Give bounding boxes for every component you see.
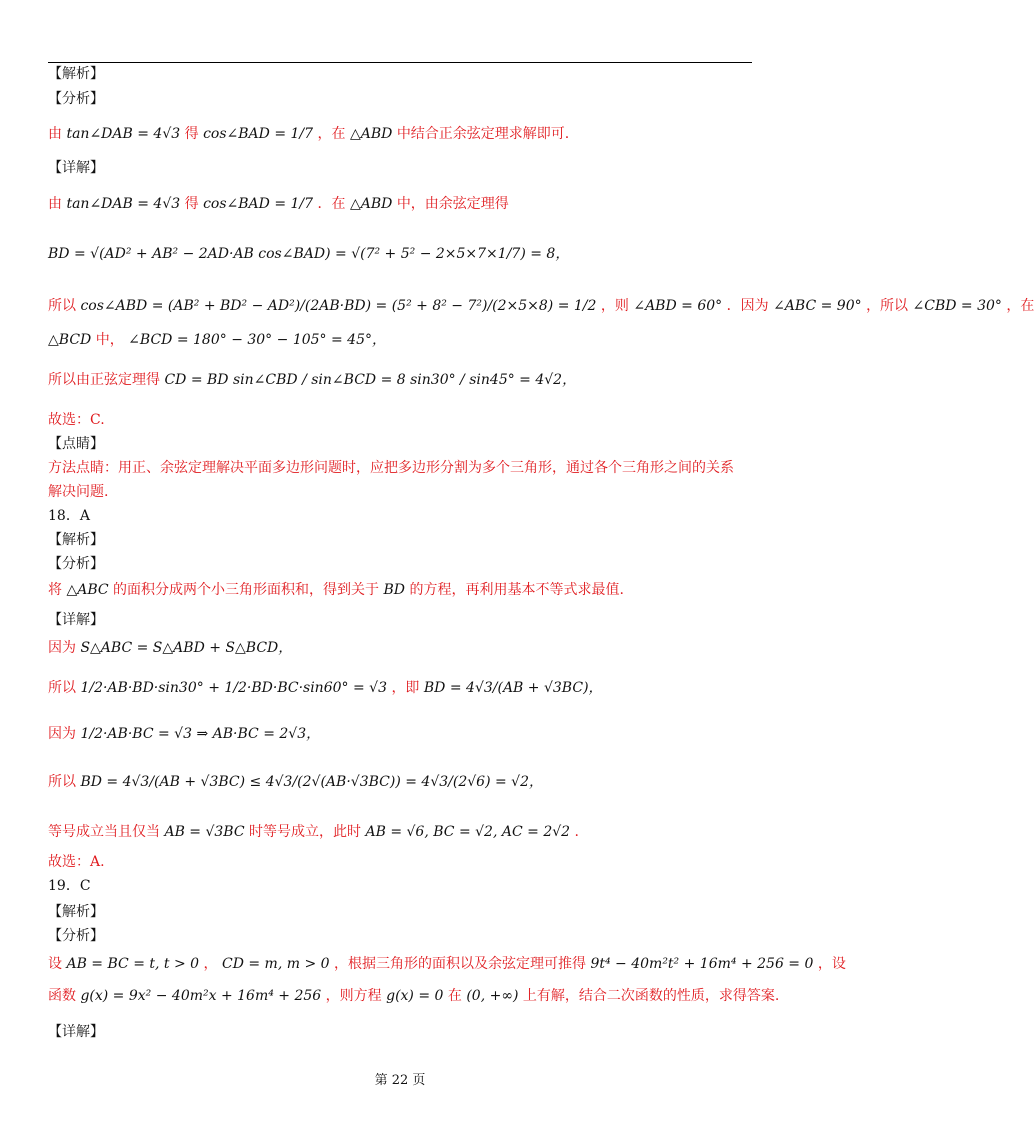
q18-ab-bc-line: 因为 1/2·AB·BC = √3 ⇒ AB·BC = 2√3， [48,726,321,742]
q17-fenxi-text: 由 tan∠DAB = 4√3 得 cos∠BAD = 1/7 ，在 △ABD 中结合正余弦定理求解即可. [48,126,570,142]
q19-xiangjie-heading: 【详解】 [48,1024,104,1040]
q19-number: 19．C [48,878,91,894]
q19-fenxi-line2: 函数 g(x) = 9x² − 40m²x + 16m⁴ + 256 ，则方程 g(x) = 0 在 (0, +∞) 上有解，结合二次函数的性质，求得答案. [48,988,780,1004]
page-number: 第 22 页 [374,1073,426,1088]
q17-cos-abd-line: 所以 cos∠ABD = (AB² + BD² − AD²)/(2AB·BD) = (5² + 8² − 7²)/(2×5×8) = 1/2 ，则 ∠ABD = 60° ．因为 ∠ABC = 90° ，所以 ∠CBD = 30° ，在 [48,298,1034,314]
q17-dianjing-line2: 解决问题. [48,484,109,500]
q18-area-eq-line: 因为 S△ABC = S△ABD + S△BCD， [48,640,293,656]
q18-fenxi-heading: 【分析】 [48,556,104,572]
q18-number: 18．A [48,508,90,524]
q17-dianjing-heading: 【点睛】 [48,436,104,452]
q17-bcd-line: △BCD 中， ∠BCD = 180° − 30° − 105° = 45°， [48,332,386,348]
q19-fenxi-heading: 【分析】 [48,928,104,944]
q17-answer: 故选：C. [48,412,105,428]
q17-bd-formula: BD = √(AD² + AB² − 2AD·AB cos∠BAD) = √(7² + 5² − 2×5×7×1/7) = 8， [48,246,570,262]
q19-jiexi-heading: 【解析】 [48,904,104,920]
q18-jiexi-heading: 【解析】 [48,532,104,548]
q18-answer: 故选：A. [48,854,105,870]
q18-ineq-line: 所以 BD = 4√3/(AB + √3BC) ≤ 4√3/(2√(AB·√3BC)) = 4√3/(2√6) = √2， [48,774,543,790]
q17-fenxi-heading: 【分析】 [48,91,104,107]
q18-equality-line: 等号成立当且仅当 AB = √3BC 时等号成立，此时 AB = √6, BC = √2, AC = 2√2 . [48,824,579,840]
q17-jiexi-heading: 【解析】 [48,66,104,82]
q18-area-expand-line: 所以 1/2·AB·BD·sin30° + 1/2·BD·BC·sin60° = √3 ，即 BD = 4√3/(AB + √3BC)， [48,680,603,696]
q18-xiangjie-heading: 【详解】 [48,612,104,628]
q17-dianjing-line1: 方法点睛：用正、余弦定理解决平面多边形问题时，应把多边形分割为多个三角形，通过各个三角形之间的关系 [48,460,734,476]
q18-fenxi-text: 将 △ABC 的面积分成两个小三角形面积和，得到关于 BD 的方程，再利用基本不等式求最值. [48,582,624,598]
q17-xiangjie-text: 由 tan∠DAB = 4√3 得 cos∠BAD = 1/7 ．在 △ABD 中，由余弦定理得 [48,196,509,212]
header-rule [48,62,752,63]
q17-cd-line: 所以由正弦定理得 CD = BD sin∠CBD / sin∠BCD = 8 sin30° / sin45° = 4√2， [48,372,577,388]
q19-fenxi-line1: 设 AB = BC = t, t > 0 ， CD = m, m > 0 ，根据三角形的面积以及余弦定理可推得 9t⁴ − 40m²t² + 16m⁴ + 256 = 0 ，设 [48,956,846,972]
q17-xiangjie-heading: 【详解】 [48,160,104,176]
